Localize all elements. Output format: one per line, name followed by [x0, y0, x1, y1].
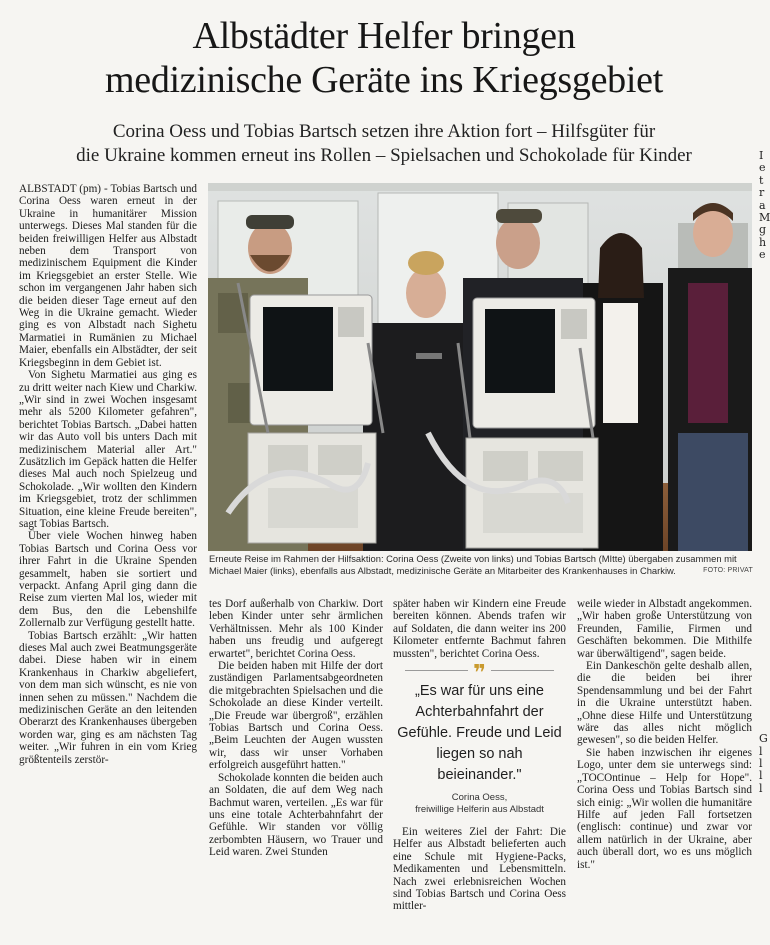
edge-fragment: G: [759, 732, 768, 746]
paragraph: Schokolade konnten die beiden auch an Soldaten, die auf dem Weg nach Bachmut waren, verteilen. „Es war für uns eine totale Achterbahnfahrt der Gefühle. Wir standen vor völlig zerbombten Häusern, wo Trauer und Leid waren. Zwei Stunden: [209, 771, 383, 859]
edge-fragment: e: [759, 248, 766, 262]
edge-fragment: [759, 795, 768, 807]
edge-fragment: l: [759, 756, 763, 770]
edge-fragment: [759, 646, 768, 658]
article-subhead: [0, 120, 768, 168]
paragraph: Sie haben inzwischen ihr eigenes Logo, unter dem sie unterwegs sind: „TOCOntinue – Help for Hope". Corina Oess und Tobias Bartsch sind sich einig: „Wir wollen die humanitäre Hilfe auf jeden Fall fortsetzen (englisch: continue) und zwar vor allem natürlich in der Ukraine, aber auch überall dort, wo es uns möglich ist.": [577, 746, 752, 871]
paragraph-text: Tobias Bartsch und Corina Oess waren erneut in der Ukraine in humanitärer Mission unterwegs. Dieses Mal standen für die beiden freiwilligen Helfer aus Albstadt neben dem Transport von medizinischem Equipment die Kinder im Kriegsgebiet an erster Stelle. Wie schon im vergangenen Jahr haben sich die beiden dieser Tage erneut auf den Weg in die Ukraine gemacht. Wieder ging es von Albstadt nach Sighetu Marmatiei in Rumänien zu Michael Maier, ebenfalls ein Albstädter, der seit Kriegsbeginn in dem Gebiet ist.: [19, 183, 198, 369]
article-column-1: [19, 183, 197, 928]
paragraph: weile wieder in Albstadt angekommen. „Wir haben große Unterstützung von Freunden, Familie, Firmen und Geschäften bekommen. Die Mithilfe war überwältigend", sagen beide.: [577, 598, 752, 660]
article-photo: [208, 183, 752, 551]
edge-fragment: [759, 808, 768, 820]
edge-fragment: [759, 584, 768, 596]
edge-fragment: h: [759, 235, 767, 249]
edge-fragment: [759, 373, 768, 385]
paragraph: tes Dorf außerhalb von Charkiw. Dort leben Kinder unter sehr ärmlichen Verhältnissen. Mehr als 100 Kinder haben uns freudig und aufgeregt erwartet", berichtet Corina Oess.: [209, 598, 383, 660]
quote-role: freiwillige Helferin aus Albstadt: [415, 804, 544, 816]
edge-fragment: [759, 311, 768, 323]
subhead-line-1: Corina Oess und Tobias Bartsch setzen ihre Aktion fort – Hilfsgüter für: [112, 121, 656, 142]
edge-fragment: l: [759, 781, 763, 795]
edge-fragment: [759, 683, 768, 695]
edge-fragment: r: [759, 186, 765, 200]
article-column-2: [209, 598, 383, 928]
subhead-line-2: die Ukraine kommen erneut ins Rollen – Spielsachen und Schokolade für Kinder: [76, 145, 692, 166]
edge-fragment: t: [759, 173, 764, 187]
paragraph: Über viele Wochen hinweg haben Tobias Bartsch und Corina Oess vor ihrer Fahrt in die Ukraine Spenden gesammelt, haben sie sortiert und verpackt. Anfang April ging dann die Reise zum vierten Mal los, wieder mit dem Bus, den die Lebenshilfe Zollernalb zur Verfügung gestellt hatte.: [19, 530, 197, 630]
edge-fragment: g: [759, 223, 767, 237]
pull-quote: [393, 661, 566, 816]
article-column-4: [577, 598, 752, 928]
jacket-logo: [416, 353, 442, 359]
edge-fragment: M: [759, 211, 770, 225]
dateline: ALBSTADT (pm) -: [19, 183, 111, 195]
paragraph: später haben wir Kindern eine Freude bereiten können. Abends trafen wir auf Soldaten, die dann weiter ins 200 Kilometer entfernte Bachmut fahren mussten", berichtet Corina Oess.: [393, 598, 566, 660]
edge-fragment: [759, 336, 768, 348]
edge-fragment: I: [759, 149, 764, 162]
paragraph: Von Sighetu Marmatiei aus ging es zu dritt weiter nach Kiew und Charkiw. „Wir sind in zwei Wochen insgesamt mehr als 5200 Kilometer gefahren", berichtet Tobias Bartsch. „Dabei hatten wir das Auto voll bis unters Dach mit medizinischem Material aller Art." Zusätzlich im Gepäck hatten die Helfer dieses Mal auch noch Spielzeug und Schokolade. „Wir wollten den Kindern im Kriegsgebiet, trotz der schlimmen Situation, eine kleine Freude bereiten", sagt Tobias Bartsch.: [19, 369, 197, 530]
ventilator-device-left: [228, 283, 383, 543]
photo-credit: FOTO: PRIVAT: [703, 567, 753, 574]
paragraph: [19, 183, 197, 369]
paragraph: Ein Dankeschön gelte deshalb allen, die die beiden bei ihrer Spendensammlung und bei der Fahrt in die Ukraine unterstützt haben. „Ohne diese Hilfe und Unterstützung wäre das alles nicht möglich gewesen", so die beiden Helfer.: [577, 660, 752, 747]
photo-illustration: [208, 183, 752, 551]
paragraph: Die beiden haben mit Hilfe der dort zuständigen Parlamentsabgeordneten die mitgebrachten Spielsachen und die Schokolade an diese Kinder verteilt. „Die Freude war übergroß", erzählen Tobias Bartsch und Corina Oess. „Beim Leuchten der Augen wussten wir, dass wir unser Vorhaben erfolgreich ausgeführt hatten.": [209, 660, 383, 772]
headline-line-1: Albstädter Helfer bringen: [192, 15, 576, 57]
neighbouring-article-edge: [759, 150, 768, 910]
paragraph: Tobias Bartsch erzählt: „Wir hatten dieses Mal auch zwei Beatmungsgeräte dabei. Diese haben wir in einem Krankenhaus in Charkiw abgeliefert, von dem man sich wünscht, es nie von innen sehen zu müssen." Nachdem die medizinischen Geräte an den leitenden Oberarzt des Krankenhauses übergeben worden war, ging es am nächsten Tag weiter. „Wir fuhren in ein vom Krieg größtenteils zerstör-: [19, 629, 197, 766]
quote-text: „Es war für uns eine Achterbahnfahrt der Gefühle. Freude und Leid liegen so nah beieinander.": [397, 683, 562, 784]
quote-author: Corina Oess,: [451, 792, 508, 804]
quote-mark-icon: ❞: [468, 667, 491, 681]
edge-fragment: [759, 497, 768, 509]
article-column-3: [393, 598, 566, 928]
edge-fragment: [759, 522, 768, 534]
article-headline: [0, 14, 768, 102]
quote-divider: [405, 661, 554, 687]
edge-fragment: [759, 398, 768, 410]
edge-fragment: [759, 435, 768, 447]
edge-fragment: l: [759, 769, 763, 783]
edge-fragment: [759, 708, 768, 720]
edge-fragment: [759, 559, 768, 571]
edge-fragment: e: [759, 161, 766, 175]
edge-fragment: a: [759, 198, 766, 212]
edge-fragment: [759, 621, 768, 633]
edge-fragment: [759, 286, 768, 298]
edge-fragment: [759, 460, 768, 472]
edge-fragment: l: [759, 744, 763, 758]
headline-line-2: medizinische Geräte ins Kriegsgebiet: [105, 59, 663, 101]
caption-line-1: Erneute Reise im Rahmen der Hilfsaktion: Corina Oess (Zweite von links) und Tobias Bartsch (MItte) übergaben zusammen mit: [209, 553, 737, 564]
photo-caption: [209, 553, 753, 577]
caption-line-2: Michael Maier (links), ebenfalls aus Albstadt, medizinische Geräte an Mitarbeiter des Krankenhauses in Charkiw.: [209, 565, 676, 576]
paragraph: Ein weiteres Ziel der Fahrt: Die Helfer aus Albstadt belieferten auch eine Schule mit Hygiene-Packs, Medikamenten und Lebensmitteln. Nach zwei erlebnisreichen Wochen sind Tobias Bartsch und Corina Oess mittler-: [393, 826, 566, 913]
